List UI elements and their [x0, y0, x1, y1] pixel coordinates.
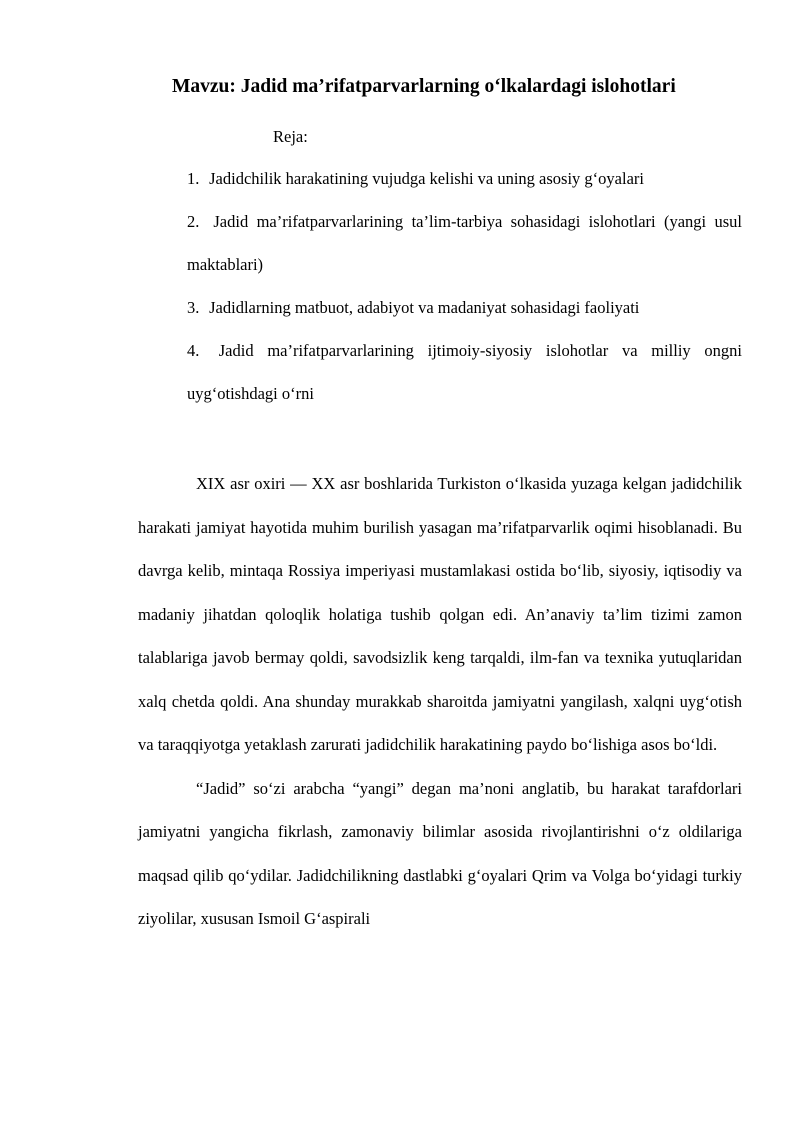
plan-item-text: Jadidlarning matbuot, adabiyot va madaniyat sohasidagi faoliyati	[209, 298, 640, 317]
plan-item	[187, 329, 742, 415]
plan-item	[187, 157, 742, 200]
plan-list	[187, 157, 742, 415]
plan-heading: Reja:	[273, 127, 308, 146]
paragraph: XIX asr oxiri — XX asr boshlarida Turkiston o‘lkasida yuzaga kelgan jadidchilik harakati jamiyat hayotida muhim burilish yasagan ma’rifatparvarlik oqimi hisoblanadi. Bu davrga kelib, mintaqa Rossiya imperiyasi mustamlakasi ostida bo‘lib, siyosiy, iqtisodiy va madaniy jihatdan qoloqlik holatiga tushib qolgan edi. An’anaviy ta’lim tizimi zamon talablariga javob bermay qoldi, savodsizlik keng tarqaldi, ilm-fan va texnika yutuqlaridan xalq chetda qoldi. Ana shunday murakkab sharoitda jamiyatni yangilash, xalqni uyg‘otish va taraqqiyotga yetaklash zarurati jadidchilik harakatining paydo bo‘lishiga asos bo‘ldi.	[138, 474, 742, 754]
plan-item-text: Jadid ma’rifatparvarlarining ta’lim-tarbiya sohasidagi islohotlari (yangi usul maktablari)	[187, 212, 743, 274]
plan-item-text: Jadid ma’rifatparvarlarining ijtimoiy-siyosiy islohotlar va milliy ongni uyg‘otishdagi o‘rni	[187, 341, 743, 403]
paragraph: “Jadid” so‘zi arabcha “yangi” degan ma’noni anglatib, bu harakat tarafdorlari jamiyatni yangicha fikrlash, zamonaviy bilimlar asosida rivojlantirishni o‘z oldilariga maqsad qilib qo‘ydilar. Jadidchilikning dastlabki g‘oyalari Qrim va Volga bo‘yidagi turkiy ziyolilar, xususan Ismoil G‘aspirali	[138, 778, 742, 928]
plan-item-number: 4.	[187, 341, 200, 360]
body-text	[138, 462, 742, 941]
document-title: Mavzu: Jadid ma’rifatparvarlarning o‘lkalardagi islohotlari	[172, 76, 676, 97]
plan-item	[187, 200, 742, 286]
plan-item-number: 3.	[187, 298, 200, 317]
plan-item	[187, 286, 742, 329]
plan-item-number: 2.	[187, 212, 200, 231]
plan-item-number: 1.	[187, 169, 200, 188]
plan-item-text: Jadidchilik harakatining vujudga kelishi va uning asosiy g‘oyalari	[209, 169, 644, 188]
